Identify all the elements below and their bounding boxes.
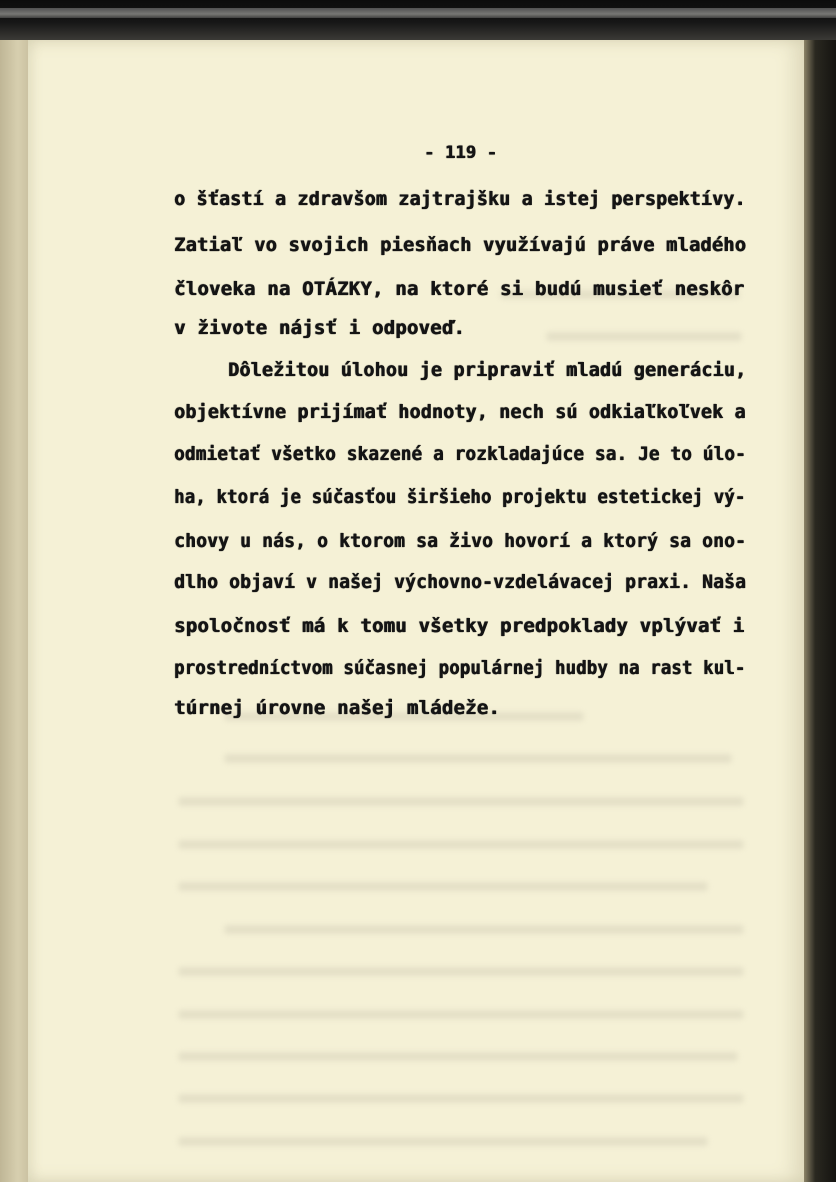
typewritten-text bbox=[28, 40, 804, 1182]
text-line: túrnej úrovne našej mládeže. bbox=[174, 697, 500, 719]
text-line: odmietať všetko skazené a rozkladajúce sa. Je to úlo- bbox=[174, 443, 746, 465]
text-line: spoločnosť má k tomu všetky predpoklady vplývať i bbox=[174, 615, 745, 637]
page-number: - 119 - bbox=[424, 143, 498, 163]
text-line: Dôležitou úlohou je pripraviť mladú generáciu, bbox=[228, 359, 747, 381]
scanner-top-band bbox=[0, 0, 836, 40]
document-page bbox=[28, 40, 804, 1182]
text-line: dlho objaví v našej výchovno-vzdelávacej praxi. Naša bbox=[174, 571, 746, 593]
text-line: človeka na OTÁZKY, na ktoré si budú musieť neskôr bbox=[174, 278, 745, 300]
text-line: chovy u nás, o ktorom sa živo hovorí a ktorý sa ono- bbox=[174, 530, 746, 552]
book-spine-edge bbox=[0, 40, 30, 1182]
text-line: prostredníctvom súčasnej populárnej hudby na rast kul- bbox=[174, 657, 746, 679]
scanner-rail bbox=[0, 8, 836, 18]
text-line: o šťastí a zdravšom zajtrajšku a istej perspektívy. bbox=[174, 188, 746, 210]
text-line: Zatiaľ vo svojich piesňach využívajú práve mladého bbox=[174, 234, 747, 256]
book-right-edge bbox=[804, 40, 836, 1182]
text-line: objektívne prijímať hodnoty, nech sú odkiaľkoľvek a bbox=[174, 401, 746, 423]
text-line: v živote nájsť i odpoveď. bbox=[174, 317, 465, 339]
text-line: ha, ktorá je súčasťou širšieho projektu estetickej vý- bbox=[174, 486, 746, 508]
